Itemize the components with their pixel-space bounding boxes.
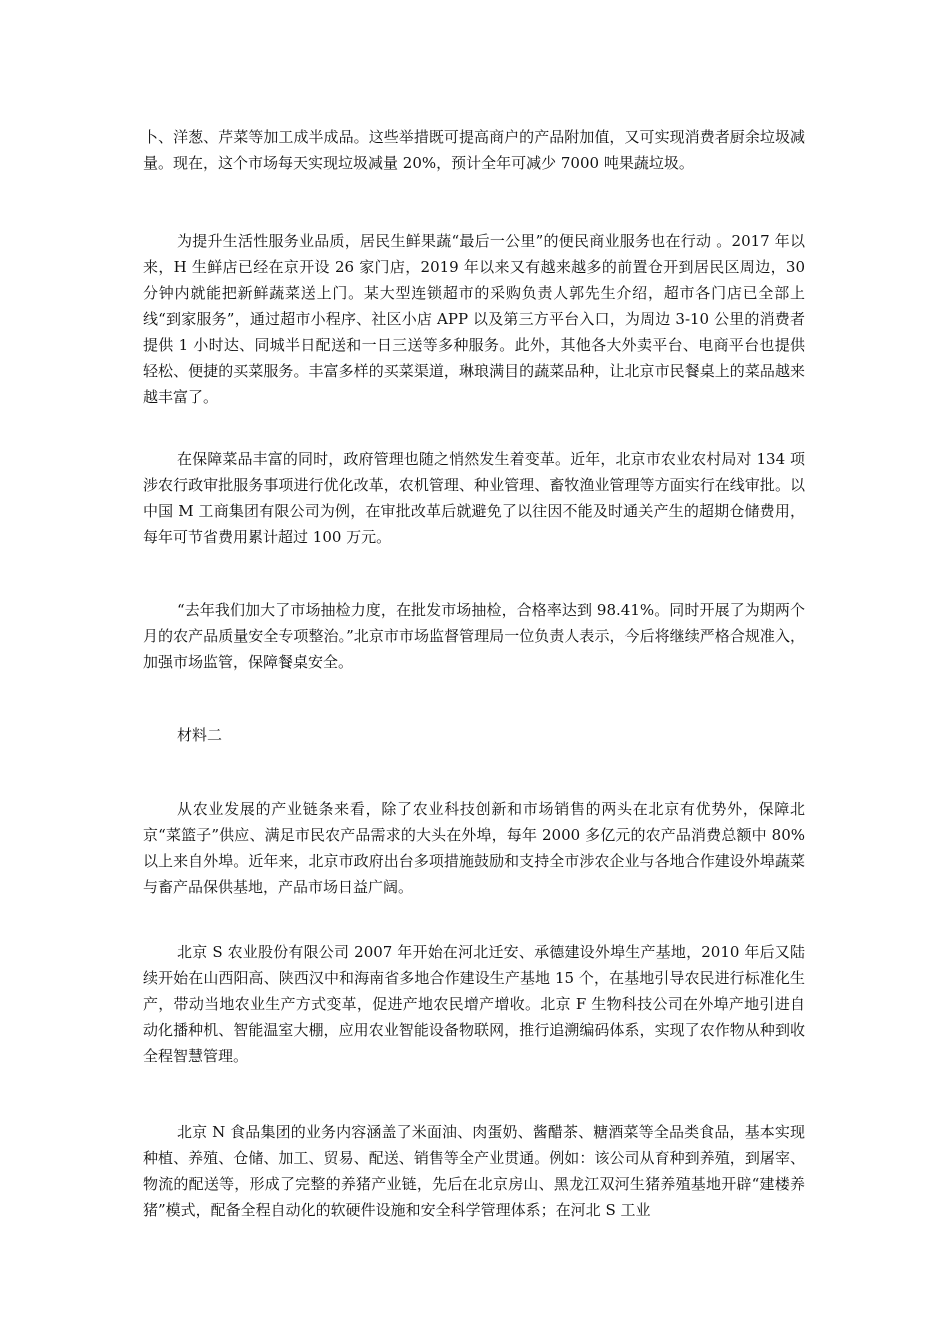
paragraph-market-inspection: “去年我们加大了市场抽检力度，在批发市场抽检，合格率达到 98.41%。同时开展了为期两个月的农产品质量安全专项整治。”北京市市场监督管理局一位负责人表示，今后将继续严格合规准入，加强市场监管，保障餐桌安全。 [143, 601, 805, 671]
paragraph-continued-waste-reduction: 卜、洋葱、芹菜等加工成半成品。这些举措既可提高商户的产品附加值，又可实现消费者厨余垃圾减量。现在，这个市场每天实现垃圾减量 20%，预计全年可减少 7000 吨果蔬垃圾。 [143, 128, 805, 172]
paragraph-s-agriculture-company: 北京 S 农业股份有限公司 2007 年开始在河北迁安、承德建设外埠生产基地，2010 年后又陆续开始在山西阳高、陕西汉中和海南省多地合作建设生产基地 15 个，在基地引导农民进行标准化生产，带动当地农业生产方式变革，促进产地农民增产增收。北京 F 生物科技公司在外埠产地引进自动化播种机、智能温室大棚，应用农业智能设备物联网，推行追溯编码体系，实现了农作物从种到收全程智慧管理。 [143, 943, 805, 1065]
paragraph-last-mile-service: 为提升生活性服务业品质，居民生鲜果蔬“最后一公里”的便民商业服务也在行动 。2017 年以来，H 生鲜店已经在京开设 26 家门店，2019 年以来又有越来越多的前置仓开到居民区周边，30 分钟内就能把新鲜蔬菜送上门。某大型连锁超市的采购负责人郭先生介绍，超市各门店已全部上线“到家服务”，通过超市小程序、社区小店 APP 以及第三方平台入口，为周边 3-10 公里的消费者提供 1 小时达、同城半日配送和一日三送等多种服务。此外，其他各大外卖平台、电商平台也提供轻松、便捷的买菜服务。丰富多样的买菜渠道，琳琅满目的蔬菜品种，让北京市民餐桌上的菜品越来越丰富了。 [143, 232, 805, 406]
paragraph-industry-chain: 从农业发展的产业链条来看，除了农业科技创新和市场销售的两头在北京有优势外，保障北京“菜篮子”供应、满足市民农产品需求的大头在外埠，每年 2000 多亿元的农产品消费总额中 80%以上来自外埠。近年来，北京市政府出台多项措施鼓励和支持全市涉农企业与各地合作建设外埠蔬菜与畜产品保供基地，产品市场日益广阔。 [143, 800, 805, 896]
paragraph-government-reform: 在保障菜品丰富的同时，政府管理也随之悄然发生着变革。近年，北京市农业农村局对 134 项涉农行政审批服务事项进行优化改革，农机管理、种业管理、畜牧渔业管理等方面实行在线审批。以中国 M 工商集团有限公司为例，在审批改革后就避免了以往因不能及时通关产生的超期仓储费用，每年可节省费用累计超过 100 万元。 [143, 450, 805, 546]
paragraph-n-food-group: 北京 N 食品集团的业务内容涵盖了米面油、肉蛋奶、酱醋茶、糖酒菜等全品类食品，基本实现种植、养殖、仓储、加工、贸易、配送、销售等全产业贯通。例如：该公司从育种到养殖，到屠宰、物流的配送等，形成了完整的养猪产业链，先后在北京房山、黑龙江双河生猪养殖基地开辟“建楼养猪”模式，配备全程自动化的软硬件设施和安全科学管理体系；在河北 S 工业 [143, 1123, 805, 1219]
section-heading-material-two: 材料二 [177, 726, 223, 744]
